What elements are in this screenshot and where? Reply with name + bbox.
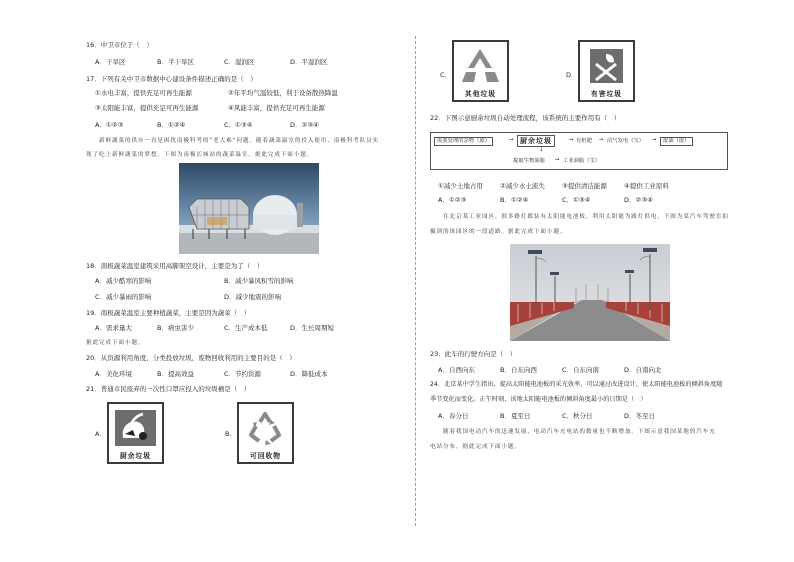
flow-output-oil-box: 废油（废） — [660, 137, 693, 146]
q18-option-c: C．减少暴雨的影响 — [95, 293, 152, 301]
recyclable-sign — [237, 402, 294, 464]
q16-stem: 16．中卫市位于（ ） — [86, 41, 153, 49]
hazardous-waste-icon — [584, 46, 629, 86]
q17-choice-d: D．②③④ — [290, 121, 319, 129]
flow-arrow-down: ↓ — [539, 147, 544, 153]
q20-option-d: D．降低成本 — [290, 370, 328, 378]
q24-option-c: C．秋分日 — [562, 412, 593, 420]
q16-option-d: D．半湿润区 — [290, 58, 328, 66]
recycle-icon — [243, 408, 288, 448]
q17-statement-4: ④风能丰富，提供充足可再生能源 — [228, 104, 325, 112]
q17-statement-1: ①水电丰富，提供充足可再生能源 — [95, 89, 192, 97]
other-waste-sign — [452, 40, 509, 102]
flow-center-box: 厨余垃圾 — [517, 135, 555, 147]
q17-statement-3: ③太阳能丰富，提供充足可再生能源 — [95, 104, 199, 112]
q21-stem: 21．普通市民废弃的一次性口罩应投入的垃圾桶是（ ） — [86, 385, 251, 393]
hazardous-waste-label: 有害垃圾 — [590, 90, 623, 98]
q22-choice-d: D．②③④ — [624, 196, 653, 204]
kitchen-waste-icon — [113, 408, 158, 448]
q24-option-a: A．春分日 — [438, 412, 469, 420]
passage-ev-line2: 电站分布。据此完成下面小题。 — [430, 444, 521, 450]
q16-option-b: B．半干旱区 — [157, 58, 194, 66]
q22-choice-a: A．①②③ — [438, 196, 467, 204]
other-waste-icon — [458, 46, 503, 86]
passage-solar-line2: 摄到的该园区的一段道路。据此完成下面小题。 — [430, 229, 567, 235]
q17-choice-a: A．①②③ — [95, 121, 124, 129]
q20-stem: 20．从资源利用角度，分类投放垃圾、废物回收利用的主要目的是（ ） — [86, 354, 296, 362]
q24-option-d: D．冬至日 — [624, 412, 656, 420]
kitchen-waste-label: 厨余垃圾 — [119, 452, 152, 460]
q20-option-a: A．美化环境 — [95, 370, 132, 378]
q17-choice-b: B．①②④ — [157, 121, 186, 129]
q19-option-d: D．生长周期短 — [290, 324, 335, 332]
flow-arrow-5: → — [555, 157, 560, 163]
q23-option-d: D．自南向北 — [624, 366, 662, 374]
q23-option-c: C．自东向南 — [562, 366, 600, 374]
q22-choice-b: B．①②④ — [500, 196, 529, 204]
q22-statement-2: ②减少水土流失 — [500, 182, 545, 190]
q16-option-a: A．干旱区 — [95, 58, 126, 66]
q16-option-c: C．湿润区 — [224, 58, 255, 66]
q22-choice-c: C．①③④ — [562, 196, 591, 204]
q18-option-a: A．减少酷寒的影响 — [95, 277, 152, 285]
kitchen-waste-flow-diagram — [430, 132, 728, 170]
industrial-park-road-photo — [510, 244, 670, 341]
q19-option-a: A．需求量大 — [95, 324, 132, 332]
q19-option-b: B．病虫害少 — [157, 324, 194, 332]
q18-stem: 18．南极蔬菜温室建筑采用高脚架空设计，主要是为了（ ） — [86, 262, 264, 270]
q23-option-b: B．自东向西 — [500, 366, 537, 374]
q22-statement-3: ③提供清洁能源 — [562, 182, 607, 190]
hazardous-waste-sign — [578, 40, 635, 102]
passage-antarctic-line1: 新鲜蔬菜的供应一直是困扰南极科考的“老大难”问题。随着蔬菜温室的投入使用，南极科考队员实 — [86, 138, 380, 144]
flow-output-biogas: 沼气发电（宝） — [607, 138, 645, 144]
q23-stem: 23．此车的行驶方向是（ ） — [430, 350, 517, 358]
q21-option-b: B． — [225, 430, 236, 438]
q21-option-c: C． — [440, 71, 452, 79]
q24-stem-line2: 季节变化而变化。正午时刻，该地太阳能电池板的倾斜角度最小的日期是（ ） — [430, 396, 647, 403]
passage-ev-line1: 随着我国电动汽车的迅速发展，电动汽车充电站的数量也不断增加。下图示意我国某地的汽车充 — [430, 429, 716, 435]
passage-garbage: 据此完成下面小题。 — [86, 340, 145, 346]
q22-statement-1: ①减少土地占用 — [438, 182, 483, 190]
q23-option-a: A．自西向东 — [438, 366, 475, 374]
flow-output-fertilizer: 有机肥 — [576, 138, 592, 144]
flow-arrow-4: → — [652, 137, 657, 143]
flow-arrow-3: → — [599, 137, 604, 143]
q17-statement-2: ②年平均气温较低，利于设备散热降温 — [228, 89, 338, 97]
q17-stem: 17．下列有关中卫市数据中心建设条件描述正确的是（ ） — [86, 75, 257, 83]
kitchen-waste-sign — [107, 402, 164, 464]
flow-arrow-1: → — [509, 137, 514, 143]
q20-option-b: B．提高效益 — [157, 370, 194, 378]
q21-option-a: A． — [95, 430, 106, 438]
q24-option-b: B．夏至日 — [500, 412, 531, 420]
recyclable-label: 可回收物 — [249, 452, 282, 460]
q18-option-d: D．减少地震的影响 — [224, 293, 282, 301]
column-divider — [415, 36, 416, 526]
flow-extract-lipid: 提取生物油脂 — [513, 158, 545, 164]
q17-choice-c: C．①③④ — [224, 121, 253, 129]
q21-option-d: D． — [566, 71, 578, 79]
other-waste-label: 其他垃圾 — [464, 90, 497, 98]
q19-option-c: C．生产成本低 — [224, 324, 268, 332]
q24-stem-line1: 24．北京某中学生指出，提高太阳能电池板的采光效率，可以通过改进设计，使太阳能电池板的倾斜角度随 — [430, 381, 723, 388]
q22-statement-4: ④提供工业原料 — [624, 182, 669, 190]
q18-option-b: B．减少暴风积雪的影响 — [224, 277, 294, 285]
antarctic-greenhouse-photo — [179, 163, 319, 254]
passage-solar-line1: 在北京某工业园区，很多路灯都装有太阳能电池板，利用太阳能为路灯供电。下图为某汽车驾驶室拍 — [430, 214, 729, 220]
flow-arrow-2: → — [569, 137, 574, 143]
flow-industrial-oil: 工业油脂（宝） — [563, 158, 601, 164]
q22-stem: 22．下图示意厨余垃圾自动处理流程，该系统的主要作用有（ ） — [430, 114, 621, 122]
q20-option-c: C．节约资源 — [224, 370, 262, 378]
flow-input-box: 需要处理的杂物（废） — [434, 137, 493, 146]
q19-stem: 19．南极蔬菜温室主要种植蔬菜，主要是因为蔬菜（ ） — [86, 309, 251, 317]
passage-antarctic-line2: 现了吃上新鲜蔬菜的梦想。下图为南极长城站的蔬菜温室。据此完成下面小题。 — [86, 152, 314, 158]
